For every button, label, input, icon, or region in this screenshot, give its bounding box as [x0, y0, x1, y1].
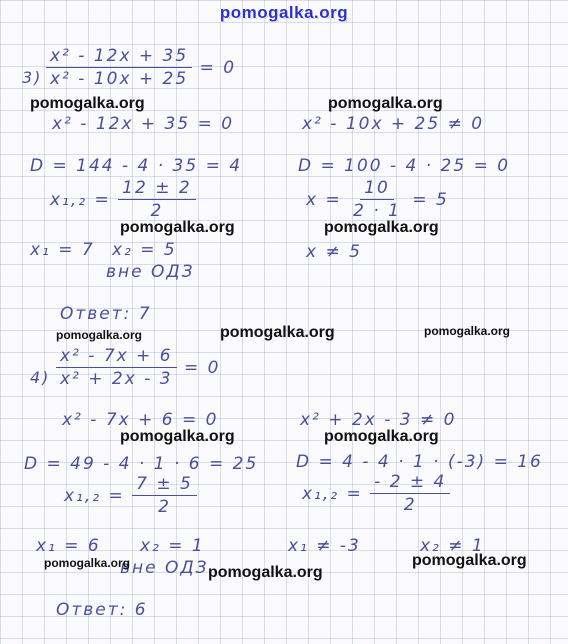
- watermark: pomogalka.org: [30, 95, 145, 112]
- problem4-x2: x₂ = 1: [140, 536, 205, 556]
- watermark: pomogalka.org: [424, 324, 511, 338]
- watermark: pomogalka.org: [324, 428, 439, 445]
- problem3-x2: x₂ = 5: [112, 240, 177, 260]
- problem3-right-root: [306, 180, 449, 220]
- problem4-denominator: x² + 2x - 3: [60, 369, 173, 389]
- problem3-fraction: [46, 48, 236, 88]
- problem4-right-discriminant: D = 4 - 4 · 1 · (-3) = 16: [296, 452, 543, 472]
- site-header-link[interactable]: pomogalka.org: [219, 3, 349, 22]
- watermark: pomogalka.org: [324, 219, 439, 236]
- problem3-right-root-numerator: 10: [360, 180, 394, 200]
- problem3-left-discriminant: D = 144 - 4 · 35 = 4: [30, 156, 243, 176]
- problem4-left-roots: [64, 476, 197, 516]
- problem3-rhs: = 0: [199, 58, 237, 78]
- watermark: pomogalka.org: [44, 556, 131, 570]
- problem4-right-roots-denominator: 2: [403, 495, 417, 515]
- problem3-right-discriminant: D = 100 - 4 · 25 = 0: [298, 156, 511, 176]
- problem4-label: 4): [30, 368, 51, 387]
- watermark: pomogalka.org: [328, 95, 443, 112]
- problem4-left-equation: x² - 7x + 6 = 0: [62, 410, 219, 430]
- problem4-right-roots-label: x₁,₂ =: [302, 484, 363, 504]
- problem4-rhs: = 0: [183, 358, 221, 378]
- watermark: pomogalka.org: [120, 219, 235, 236]
- problem3-answer: Ответ: 7: [60, 304, 152, 324]
- problem3-right-root-value: = 5: [412, 190, 449, 210]
- problem4-numerator: x² - 7x + 6: [56, 348, 177, 368]
- problem4-right-roots-numerator: - 2 ± 4: [370, 474, 450, 494]
- problem4-x1: x₁ = 6: [36, 536, 101, 556]
- watermark: pomogalka.org: [220, 324, 335, 341]
- problem3-label: 3): [22, 68, 43, 87]
- problem4-excluded: вне ОДЗ: [120, 558, 209, 578]
- problem4-answer: Ответ: 6: [56, 600, 148, 620]
- watermark: pomogalka.org: [208, 564, 323, 581]
- problem3-right-equation: x² - 10x + 25 ≠ 0: [302, 114, 485, 134]
- problem3-left-roots: [50, 180, 196, 220]
- problem4-left-roots-numerator: 7 ± 5: [132, 476, 197, 496]
- problem3-left-roots-label: x₁,₂ =: [50, 190, 111, 210]
- watermark: pomogalka.org: [412, 552, 527, 569]
- problem4-left-roots-label: x₁,₂ =: [64, 486, 125, 506]
- problem4-right-x2: x₂ ≠ 1: [420, 536, 485, 556]
- problem4-right-x1: x₁ ≠ -3: [288, 536, 361, 556]
- problem3-x1: x₁ = 7: [30, 240, 95, 260]
- problem3-right-root-label: x =: [306, 190, 342, 210]
- problem3-left-equation: x² - 12x + 35 = 0: [52, 114, 235, 134]
- problem3-denominator: x² - 10x + 25: [50, 69, 189, 89]
- problem3-left-roots-numerator: 12 ± 2: [118, 180, 196, 200]
- problem3-right-root-denominator: 2 · 1: [353, 201, 401, 221]
- problem4-right-roots: [302, 474, 450, 514]
- problem4-left-roots-denominator: 2: [158, 497, 171, 517]
- watermark: pomogalka.org: [120, 428, 235, 445]
- watermark: pomogalka.org: [56, 328, 143, 342]
- problem3-numerator: x² - 12x + 35: [46, 48, 192, 68]
- problem3-right-conclusion: x ≠ 5: [306, 242, 362, 262]
- problem3-excluded: вне ОДЗ: [106, 262, 195, 282]
- problem4-right-equation: x² + 2x - 3 ≠ 0: [300, 410, 457, 430]
- problem4-left-discriminant: D = 49 - 4 · 1 · 6 = 25: [24, 454, 259, 474]
- problem3-left-roots-denominator: 2: [150, 201, 164, 221]
- problem4-fraction: [56, 348, 220, 388]
